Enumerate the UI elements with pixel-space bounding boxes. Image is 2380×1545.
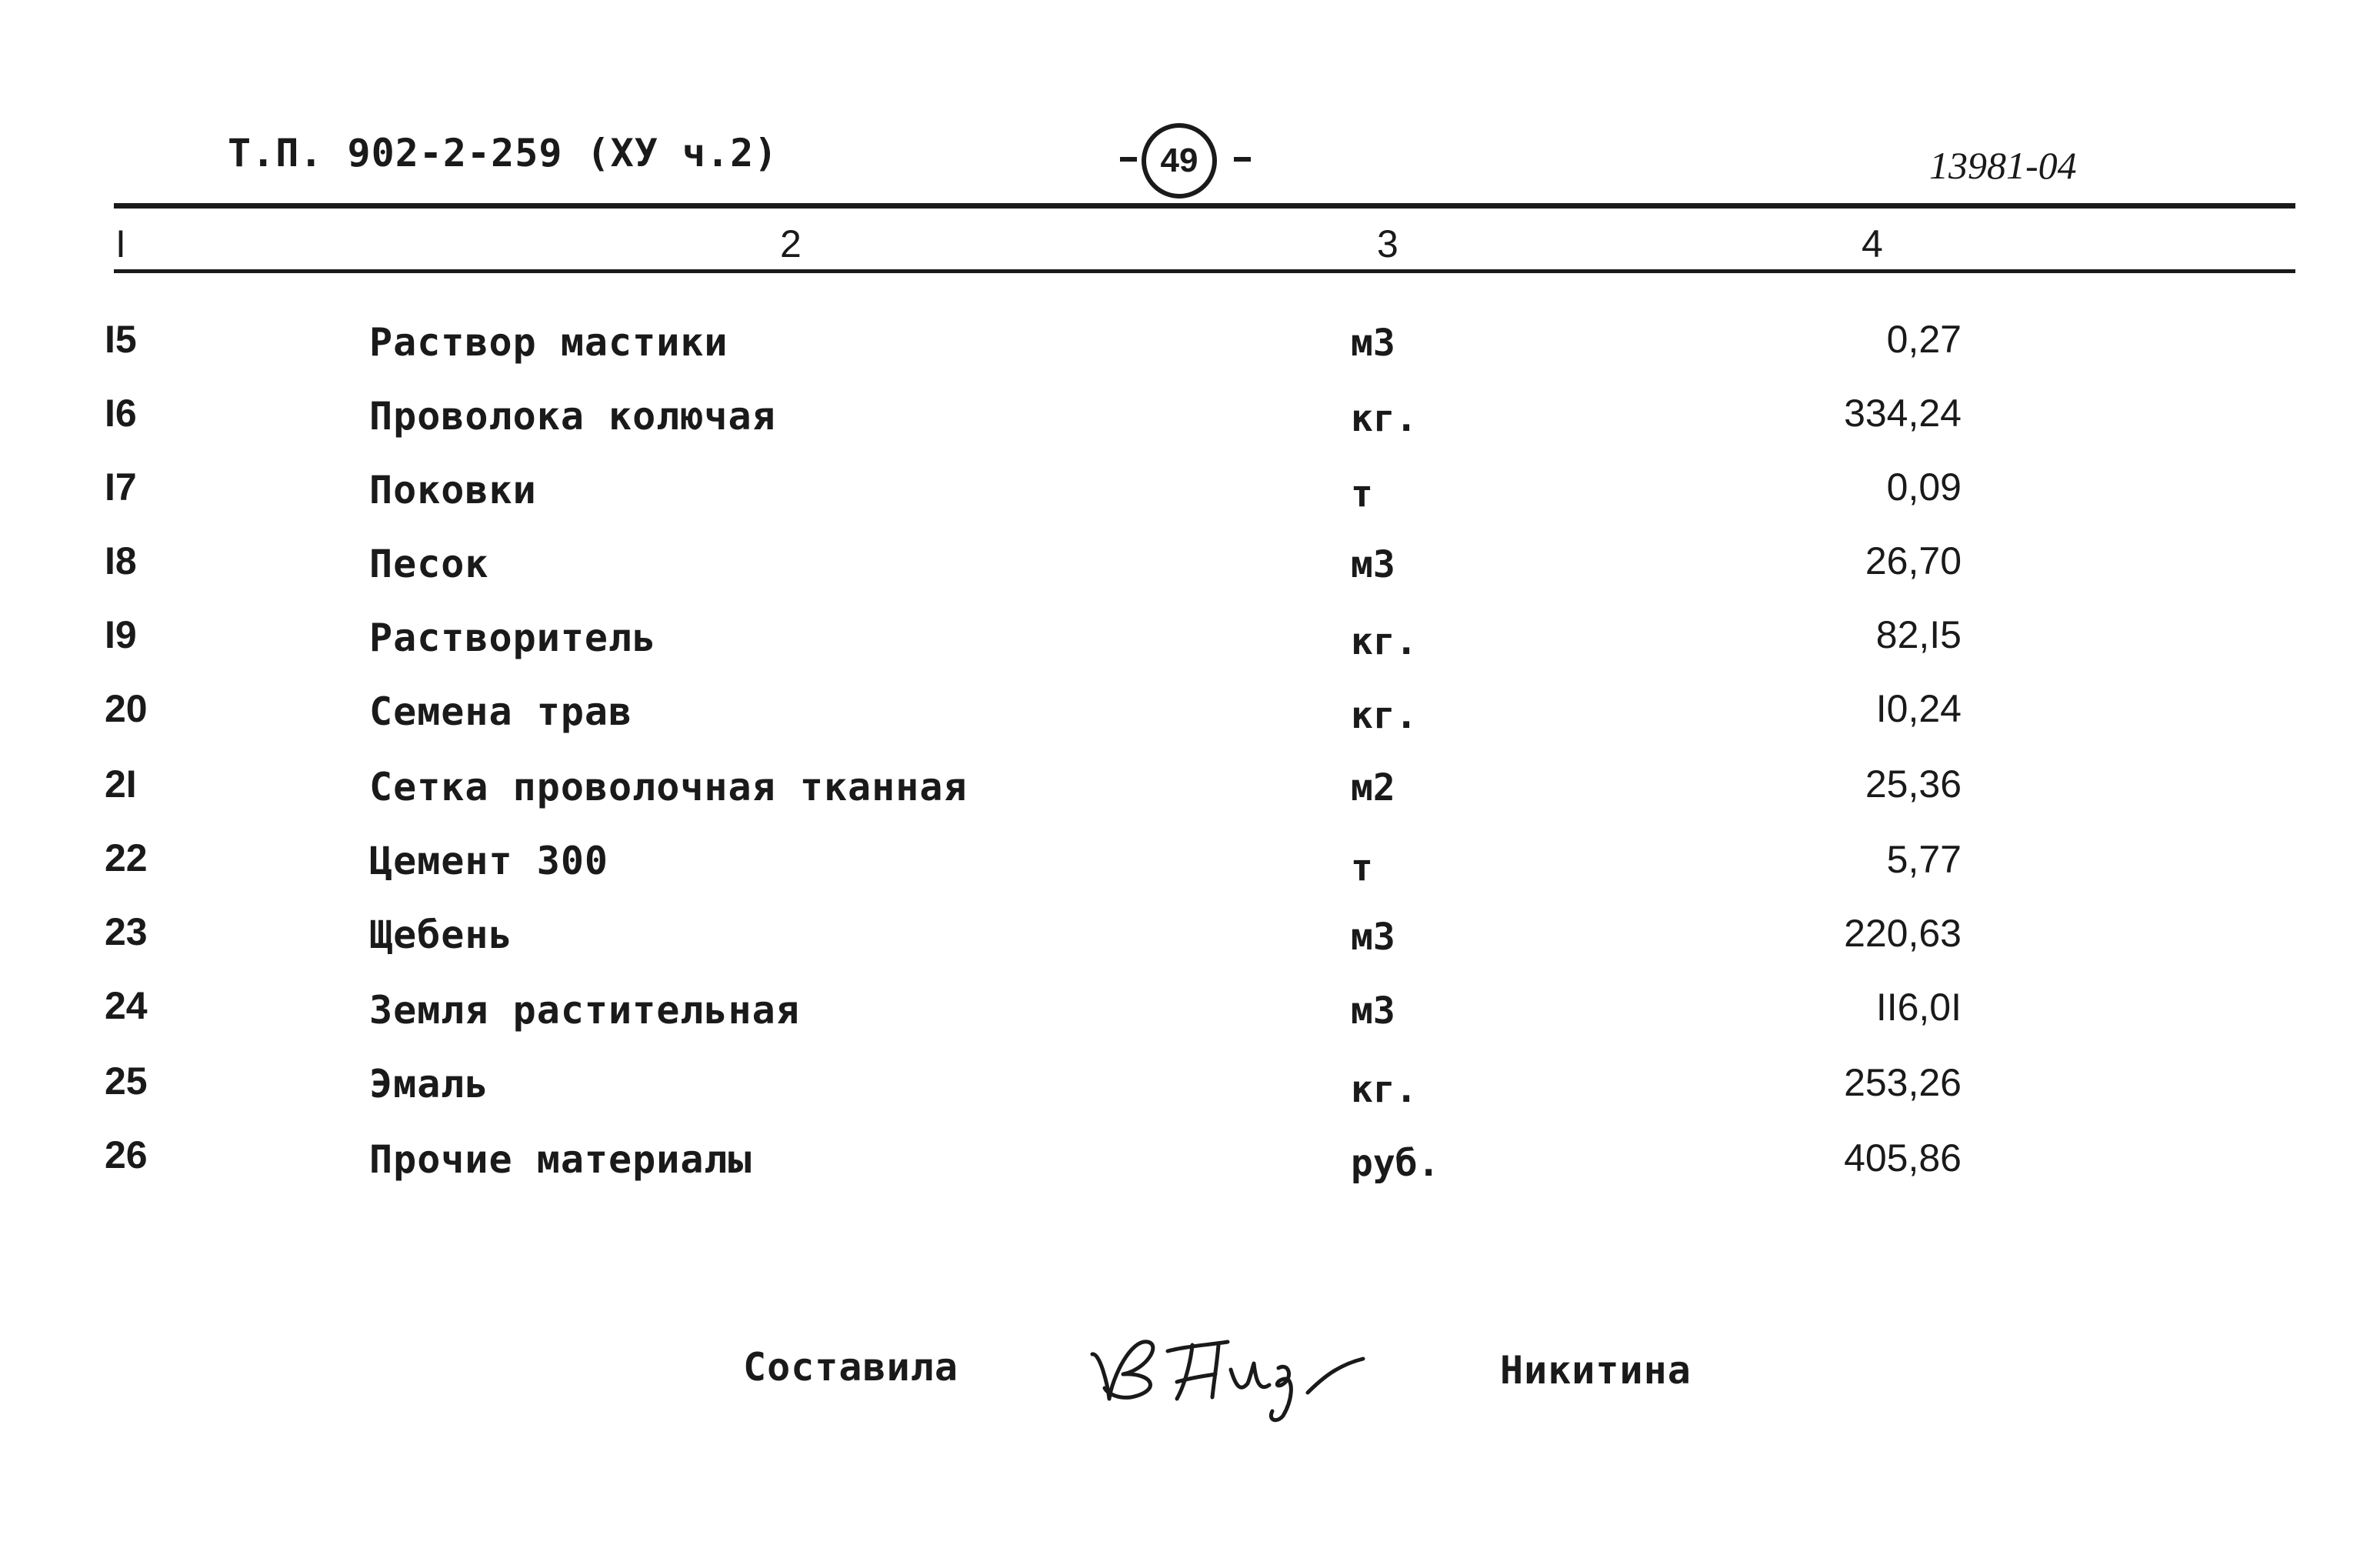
row-number: 26: [105, 1133, 148, 1176]
page-number-dash-right: [1234, 157, 1251, 162]
material-name: Песок: [369, 542, 489, 586]
quantity: I0,24: [1875, 687, 1962, 730]
material-name: Прочие материалы: [369, 1137, 752, 1182]
quantity: II6,0I: [1875, 986, 1962, 1029]
header-rule: [114, 203, 2295, 209]
unit: м3: [1351, 322, 1395, 365]
quantity: 253,26: [1844, 1061, 1962, 1104]
column-header-3: 3: [1377, 222, 1398, 265]
unit: м2: [1351, 766, 1395, 809]
row-number: 25: [105, 1059, 148, 1103]
material-name: Проволока колючая: [369, 394, 776, 439]
unit: кг.: [1351, 397, 1418, 440]
row-number: I8: [105, 539, 137, 582]
column-header-2: 2: [780, 222, 802, 265]
material-name: Эмаль: [369, 1062, 489, 1106]
material-name: Цемент 300: [369, 839, 609, 883]
page-number: 49: [1142, 123, 1217, 199]
row-number: 2I: [105, 762, 137, 806]
material-name: Раствор мастики: [369, 320, 728, 365]
material-name: Поковки: [369, 468, 537, 512]
unit: м3: [1351, 543, 1395, 586]
row-number: I6: [105, 392, 137, 435]
column-header-4: 4: [1862, 222, 1883, 265]
material-name: Щебень: [369, 913, 513, 957]
archive-number: 13981-04: [1929, 144, 2077, 187]
unit: т: [1351, 846, 1373, 889]
row-number: 22: [105, 836, 148, 879]
document-code: Т.П. 902-2-259 (ХУ ч.2): [228, 131, 778, 175]
quantity: 82,I5: [1875, 613, 1962, 656]
page-number-badge: [1120, 123, 1251, 203]
quantity: 5,77: [1886, 838, 1962, 881]
material-name: Семена трав: [369, 689, 633, 734]
signer-name: Никитина: [1500, 1348, 1692, 1393]
quantity: 0,27: [1886, 318, 1962, 361]
row-number: 20: [105, 687, 148, 730]
row-number: I7: [105, 466, 137, 509]
unit: руб.: [1351, 1142, 1440, 1185]
unit: м3: [1351, 989, 1395, 1033]
column-header-1: I: [115, 222, 126, 265]
material-name: Сетка проволочная тканная: [369, 765, 968, 809]
quantity: 25,36: [1865, 762, 1962, 806]
quantity: 334,24: [1844, 392, 1962, 435]
material-name: Растворитель: [369, 616, 657, 660]
unit: кг.: [1351, 694, 1418, 737]
quantity: 405,86: [1844, 1136, 1962, 1180]
row-number: 24: [105, 984, 148, 1027]
row-number: I9: [105, 613, 137, 656]
row-number: I5: [105, 318, 137, 361]
quantity: 26,70: [1865, 539, 1962, 582]
column-header-rule: [114, 269, 2295, 273]
unit: м3: [1351, 916, 1395, 959]
unit: кг.: [1351, 620, 1418, 663]
row-number: 23: [105, 910, 148, 953]
unit: т: [1351, 472, 1373, 516]
handwritten-signature: [1077, 1308, 1377, 1431]
compiled-by-label: Составила: [743, 1345, 958, 1390]
quantity: 220,63: [1844, 912, 1962, 955]
quantity: 0,09: [1886, 466, 1962, 509]
page-number-dash-left: [1120, 157, 1137, 162]
material-name: Земля растительная: [369, 988, 800, 1033]
unit: кг.: [1351, 1068, 1418, 1111]
